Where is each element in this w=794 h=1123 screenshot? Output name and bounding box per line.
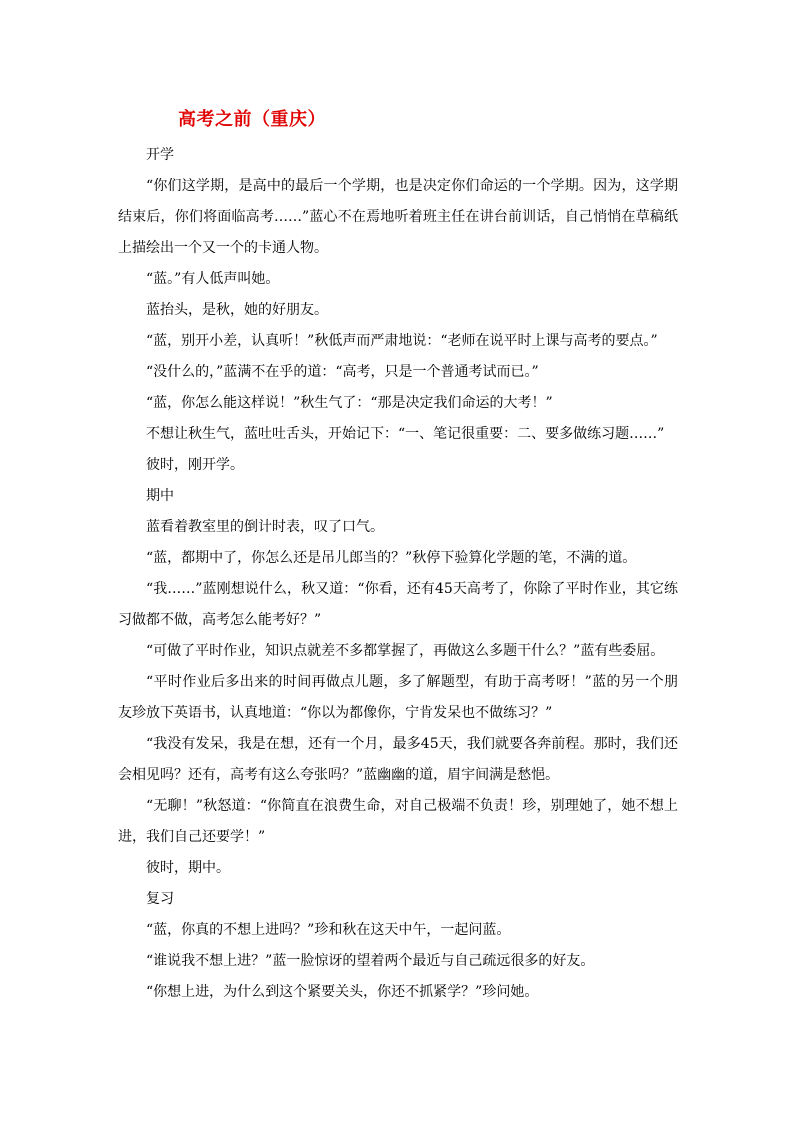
- paragraph: “蓝。”有人低声叫她。: [146, 271, 280, 287]
- paragraph: “平时作业后多出来的时间再做点儿题，多了解题型，有助于高考呀！”蓝的另一个朋友珍放下英语书，认真地道：“你以为都像你，宁肯发呆也不做练习？”: [118, 674, 678, 721]
- paragraph: 不想让秋生气，蓝吐吐舌头，开始记下：“一、笔记很重要：二、要多做练习题……”: [146, 426, 665, 442]
- paragraph: 开学: [146, 147, 174, 163]
- paragraph: 彼时，刚开学。: [146, 457, 244, 473]
- paragraph: “你想上进，为什么到这个紧要关头，你还不抓紧学？”珍问她。: [146, 984, 539, 1000]
- paragraph: 蓝抬头，是秋，她的好朋友。: [146, 302, 328, 318]
- paragraph: “谁说我不想上进？”蓝一脸惊讶的望着两个最近与自己疏远很多的好友。: [146, 953, 595, 969]
- paragraph: “无聊！”秋怒道：“你简直在浪费生命，对自己极端不负责！珍，别理她了，她不想上进，我们自己还要学！”: [118, 798, 678, 845]
- paragraph: “你们这学期，是高中的最后一个学期，也是决定你们命运的一个学期。因为，这学期结束后，你们将面临高考……”蓝心不在焉地听着班主任在讲台前训话，自己悄悄在草稿纸上描绘出一个又一个的卡通人物。: [118, 178, 678, 256]
- paragraph: “我没有发呆，我是在想，还有一个月，最多45天，我们就要各奔前程。那时，我们还会相见吗？还有，高考有这么夸张吗？”蓝幽幽的道，眉宇间满是愁悒。: [118, 736, 678, 783]
- paragraph: “我……”蓝刚想说什么，秋又道：“你看，还有45天高考了，你除了平时作业，其它练习做都不做，高考怎么能考好？”: [118, 581, 678, 628]
- paragraph: “蓝，你怎么能这样说！”秋生气了：“那是决定我们命运的大考！”: [146, 395, 553, 411]
- paragraph: “蓝，别开小差，认真听！”秋低声而严肃地说：“老师在说平时上课与高考的要点。”: [146, 333, 658, 349]
- paragraph: “可做了平时作业，知识点就差不多都掌握了，再做这么多题干什么？”蓝有些委屈。: [146, 643, 665, 659]
- paragraph: “蓝，你真的不想上进吗？”珍和秋在这天中午，一起问蓝。: [146, 922, 511, 938]
- paragraph: 期中: [146, 488, 174, 504]
- document-title: 高考之前（重庆）: [178, 109, 326, 130]
- paragraph: 复习: [146, 891, 174, 907]
- paragraph: 蓝看着教室里的倒计时表，叹了口气。: [146, 519, 384, 535]
- document-body: [118, 140, 678, 1008]
- paragraph: 彼时，期中。: [146, 860, 230, 876]
- paragraph: “没什么的，”蓝满不在乎的道：“高考，只是一个普通考试而已。”: [146, 364, 539, 380]
- paragraph: “蓝，都期中了，你怎么还是吊儿郎当的？”秋停下验算化学题的笔，不满的道。: [146, 550, 637, 566]
